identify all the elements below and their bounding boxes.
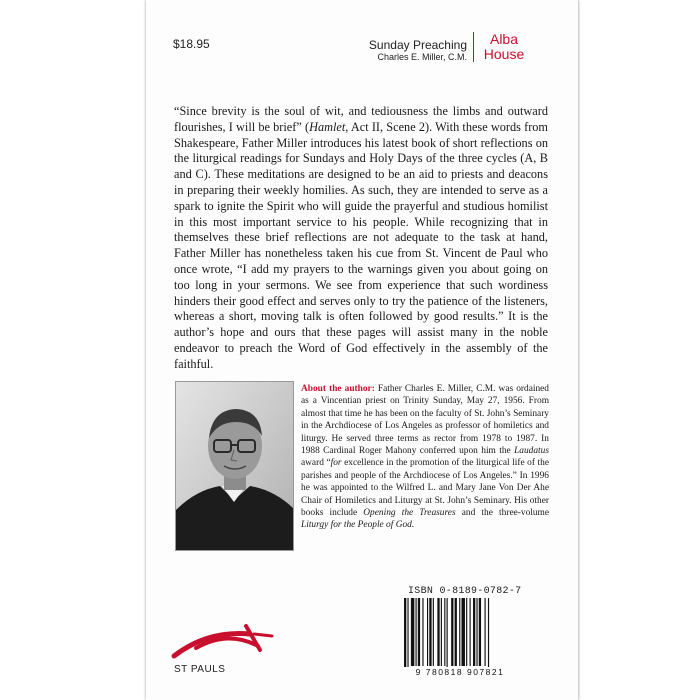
barcode-digits: 9 780818 907821 [400, 667, 520, 679]
about-author-text [301, 383, 549, 532]
back-cover [146, 0, 578, 700]
about-award: Laudatus [514, 446, 549, 457]
price: $18.95 [173, 37, 210, 51]
isbn-label: ISBN 0-8189-0782-7 [408, 586, 522, 597]
blurb-part1: “Since brevity is the soul of wit, and tediousness the limbs and outward flourishes, I will be brief” ( [174, 104, 548, 134]
barcode-icon [400, 598, 520, 676]
about-part3: excellence in the promotion of the liturgical life of the parishes and people of the Archdiocese of Los Angeles.” In 1996 he was appointed to the Wilfred L. and Mary Jane Von Der Ahe Chair of Homiletics and Liturgy at St. John’s Seminary. His other books include [301, 458, 549, 519]
blurb-reference: Hamlet, [309, 119, 349, 134]
about-book2: Liturgy for the People of God. [301, 520, 415, 531]
publisher-line2: House [483, 46, 525, 62]
blurb-part2: Act II, Scene 2). With these words from Shakespeare, Father Miller introduces his latest book of short reflections on the liturgical readings for Sundays and Holy Days of the three cycles (A, B and C). These meditations are designed to be an aid to priests and deacons in preparing their weekly homilies. As such, they are intended to serve as a spark to ignite the Spirit who will guide the prayerful and studious homilist in this most important service to his people. While recognizing that in themselves these brief reflections are not adequate to the task at hand, Father Miller has nonetheless taken his cue from St. Vincent de Paul who once wrote, “I add my prayers to the warnings given you about going on too long in your sermons. We see from experience that such wordiness hinders their good effect and serves only to try the patience of the listeners, whereas a short, moving talk is often followed by good results.” It is the author’s hope and ours that these pages will assist many in the noble endeavor to preach the Word of God effectively in the assembly of the faithful. [174, 119, 548, 371]
about-italic-for: for [330, 458, 342, 469]
about-book1: Opening the Treasures [363, 508, 456, 519]
about-author-heading: About the author: [301, 384, 375, 394]
blurb-text [174, 104, 548, 373]
about-part1: Father Charles E. Miller, C.M. was ordained as a Vincentian priest on Trinity Sunday, May 27, 1956. From almost that time he has been on the faculty of St. John’s Seminary in the Archdiocese of Los Angeles as professor of homiletics and liturgy. He served three terms as rector from 1978 to 1987. In 1988 Cardinal Roger Mahony conferred upon him the [301, 384, 549, 457]
series-title: Sunday Preaching [368, 38, 467, 52]
about-part4: and the three-volume [455, 508, 550, 519]
st-pauls-logo-icon [168, 624, 284, 664]
author-photo [175, 381, 294, 551]
publisher-line1: Alba [489, 31, 519, 47]
series-block [339, 38, 467, 63]
series-author: Charles E. Miller, C.M. [377, 52, 467, 62]
publisher-logo [473, 32, 529, 62]
st-pauls-label: ST PAULS [174, 664, 226, 675]
about-part2: award “ [301, 458, 331, 469]
